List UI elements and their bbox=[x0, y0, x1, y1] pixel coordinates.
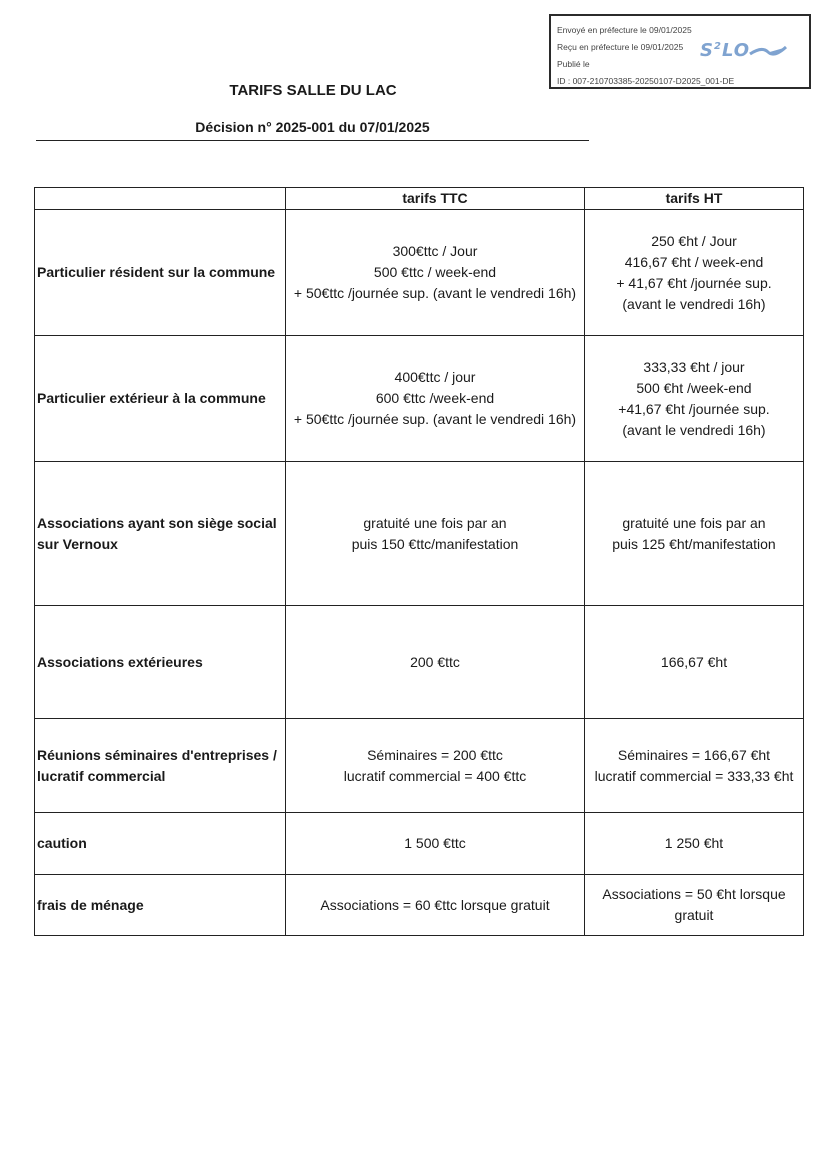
tariff-line: 400€ttc / jour bbox=[394, 369, 476, 385]
tariff-line: + 50€ttc /journée sup. (avant le vendredi 16h) bbox=[293, 411, 577, 427]
table-row bbox=[35, 813, 804, 875]
cell-ht bbox=[585, 719, 804, 813]
tariff-line: + 50€ttc /journée sup. (avant le vendredi 16h) bbox=[293, 285, 577, 301]
decision-reference: Décision n° 2025-001 du 07/01/2025 bbox=[36, 119, 589, 141]
row-category: caution bbox=[35, 813, 286, 875]
tariff-line: lucratif commercial = 400 €ttc bbox=[343, 767, 527, 784]
tariff-line: puis 150 €ttc/manifestation bbox=[351, 535, 519, 552]
s2lo-swoosh-icon bbox=[748, 44, 788, 60]
row-category: frais de ménage bbox=[35, 875, 286, 936]
cell-ttc bbox=[286, 462, 585, 606]
stamp-received-date: Reçu en préfecture le 09/01/2025 bbox=[557, 42, 684, 52]
tariff-line: (avant le vendredi 16h) bbox=[622, 421, 766, 438]
tariff-line: 1 250 €ht bbox=[664, 835, 724, 851]
cell-ht bbox=[585, 210, 804, 336]
cell-ttc bbox=[286, 875, 585, 936]
header-empty bbox=[35, 188, 286, 210]
cell-ht bbox=[585, 813, 804, 875]
page-title: TARIFS SALLE DU LAC bbox=[229, 82, 397, 99]
tariff-line: Séminaires = 166,67 €ht bbox=[617, 746, 771, 763]
row-category: Associations ayant son siège social sur Vernoux bbox=[35, 462, 286, 606]
cell-ttc bbox=[286, 336, 585, 462]
tariff-line: gratuité une fois par an bbox=[363, 514, 507, 531]
row-category: Particulier extérieur à la commune bbox=[35, 336, 286, 462]
table-row bbox=[35, 875, 804, 936]
tariff-line: 500 €ht /week-end bbox=[636, 379, 752, 396]
table-header-row bbox=[35, 188, 804, 210]
tariff-line: (avant le vendredi 16h) bbox=[622, 295, 766, 312]
cell-ht bbox=[585, 336, 804, 462]
tariff-line: 166,67 €ht bbox=[660, 653, 728, 670]
s2lo-logo: $S^2LO$ bbox=[700, 40, 751, 61]
cell-ttc bbox=[286, 813, 585, 875]
tariff-line: 300€ttc / Jour bbox=[392, 243, 478, 259]
tariff-line: 500 €ttc / week-end bbox=[373, 264, 497, 280]
cell-ht bbox=[585, 875, 804, 936]
cell-ht bbox=[585, 462, 804, 606]
table-row bbox=[35, 210, 804, 336]
header-ht: tarifs HT bbox=[585, 188, 804, 210]
tariff-line: Associations = 60 €ttc lorsque gratuit bbox=[320, 896, 550, 913]
table-row bbox=[35, 462, 804, 606]
stamp-id: ID : 007-210703385-20250107-D2025_001-DE bbox=[557, 76, 735, 86]
row-category: Associations extérieures bbox=[35, 606, 286, 719]
tariff-line: 600 €ttc /week-end bbox=[375, 390, 495, 406]
stamp-sent-date: Envoyé en préfecture le 09/01/2025 bbox=[557, 25, 692, 35]
stamp-published: Publié le bbox=[557, 59, 590, 69]
cell-ttc bbox=[286, 719, 585, 813]
tariff-line: gratuité une fois par an bbox=[622, 514, 766, 531]
tariffs-table bbox=[34, 187, 804, 936]
tariff-line: 333,33 €ht / jour bbox=[643, 358, 745, 375]
row-category: Particulier résident sur la commune bbox=[35, 210, 286, 336]
tariff-line: lucratif commercial = 333,33 €ht bbox=[594, 767, 794, 784]
tariff-line: Associations = 50 €ht lorsque gratuit bbox=[602, 886, 786, 923]
cell-ttc bbox=[286, 606, 585, 719]
table-row bbox=[35, 606, 804, 719]
tariff-line: 416,67 €ht / week-end bbox=[624, 253, 764, 270]
tariff-line: +41,67 €ht /journée sup. bbox=[618, 400, 770, 417]
tariff-line: puis 125 €ht/manifestation bbox=[612, 535, 776, 552]
tariff-line: 1 500 €ttc bbox=[404, 835, 466, 851]
row-category: Réunions séminaires d'entreprises / lucratif commercial bbox=[35, 719, 286, 813]
table-row bbox=[35, 719, 804, 813]
cell-ht bbox=[585, 606, 804, 719]
tariff-line: + 41,67 €ht /journée sup. bbox=[616, 274, 772, 291]
cell-ttc bbox=[286, 210, 585, 336]
table-row bbox=[35, 336, 804, 462]
tariff-line: 250 €ht / Jour bbox=[651, 232, 737, 249]
header-ttc: tarifs TTC bbox=[286, 188, 585, 210]
tariff-line: Séminaires = 200 €ttc bbox=[367, 746, 503, 763]
tariff-line: 200 €ttc bbox=[410, 653, 460, 670]
